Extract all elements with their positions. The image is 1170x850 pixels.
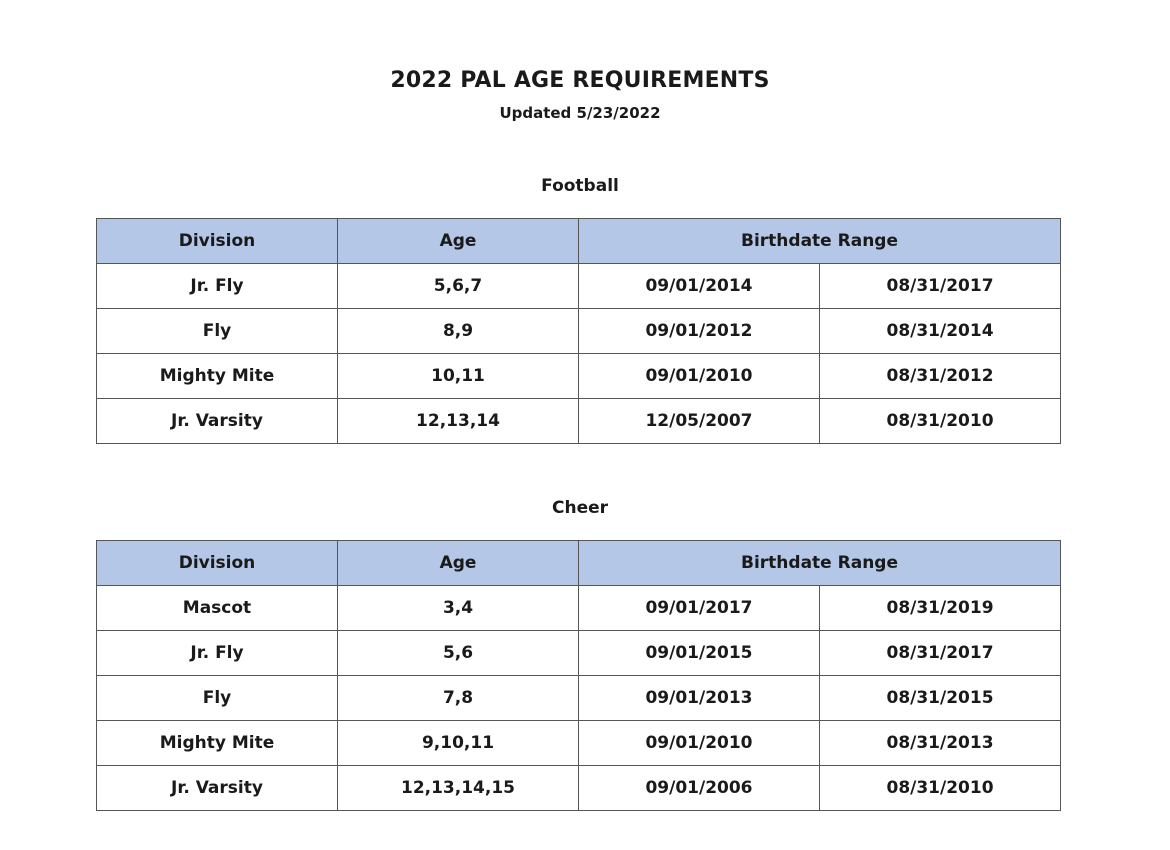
birthdate-from-cell: 09/01/2006: [579, 766, 820, 811]
table-row: [97, 354, 1061, 399]
age-cell: 12,13,14,15: [338, 766, 579, 811]
division-cell: Jr. Varsity: [97, 399, 338, 444]
division-cell: Mighty Mite: [97, 354, 338, 399]
birthdate-from-cell: 09/01/2014: [579, 264, 820, 309]
cheer-table: [96, 540, 1061, 811]
age-cell: 9,10,11: [338, 721, 579, 766]
birthdate-range-header: Birthdate Range: [579, 219, 1061, 264]
division-cell: Fly: [97, 676, 338, 721]
birthdate-from-cell: 09/01/2017: [579, 586, 820, 631]
birthdate-from-cell: 09/01/2010: [579, 721, 820, 766]
birthdate-from-cell: 09/01/2010: [579, 354, 820, 399]
birthdate-to-cell: 08/31/2017: [820, 631, 1061, 676]
birthdate-from-cell: 12/05/2007: [579, 399, 820, 444]
birthdate-to-cell: 08/31/2013: [820, 721, 1061, 766]
division-header: Division: [97, 541, 338, 586]
table-row: [97, 264, 1061, 309]
birthdate-to-cell: 08/31/2014: [820, 309, 1061, 354]
age-header: Age: [338, 219, 579, 264]
birthdate-range-header: Birthdate Range: [579, 541, 1061, 586]
page-title: 2022 PAL AGE REQUIREMENTS: [390, 68, 770, 93]
age-header: Age: [338, 541, 579, 586]
cheer-section-title: Cheer: [551, 498, 609, 518]
age-cell: 3,4: [338, 586, 579, 631]
birthdate-to-cell: 08/31/2012: [820, 354, 1061, 399]
age-cell: 7,8: [338, 676, 579, 721]
table-row: [97, 631, 1061, 676]
division-cell: Jr. Fly: [97, 631, 338, 676]
table-row: [97, 399, 1061, 444]
table-header-row: [97, 541, 1061, 586]
division-cell: Jr. Varsity: [97, 766, 338, 811]
birthdate-from-cell: 09/01/2013: [579, 676, 820, 721]
table-header-row: [97, 219, 1061, 264]
football-section-title: Football: [541, 176, 619, 196]
birthdate-to-cell: 08/31/2010: [820, 766, 1061, 811]
age-cell: 5,6: [338, 631, 579, 676]
birthdate-from-cell: 09/01/2015: [579, 631, 820, 676]
table-row: [97, 676, 1061, 721]
age-cell: 8,9: [338, 309, 579, 354]
division-cell: Mascot: [97, 586, 338, 631]
age-cell: 5,6,7: [338, 264, 579, 309]
updated-date: Updated 5/23/2022: [499, 104, 661, 122]
table-row: [97, 309, 1061, 354]
birthdate-to-cell: 08/31/2015: [820, 676, 1061, 721]
birthdate-to-cell: 08/31/2017: [820, 264, 1061, 309]
age-cell: 12,13,14: [338, 399, 579, 444]
table-row: [97, 766, 1061, 811]
table-row: [97, 721, 1061, 766]
birthdate-to-cell: 08/31/2010: [820, 399, 1061, 444]
table-row: [97, 586, 1061, 631]
division-cell: Jr. Fly: [97, 264, 338, 309]
age-cell: 10,11: [338, 354, 579, 399]
birthdate-from-cell: 09/01/2012: [579, 309, 820, 354]
football-table: [96, 218, 1061, 444]
division-cell: Fly: [97, 309, 338, 354]
birthdate-to-cell: 08/31/2019: [820, 586, 1061, 631]
division-header: Division: [97, 219, 338, 264]
division-cell: Mighty Mite: [97, 721, 338, 766]
